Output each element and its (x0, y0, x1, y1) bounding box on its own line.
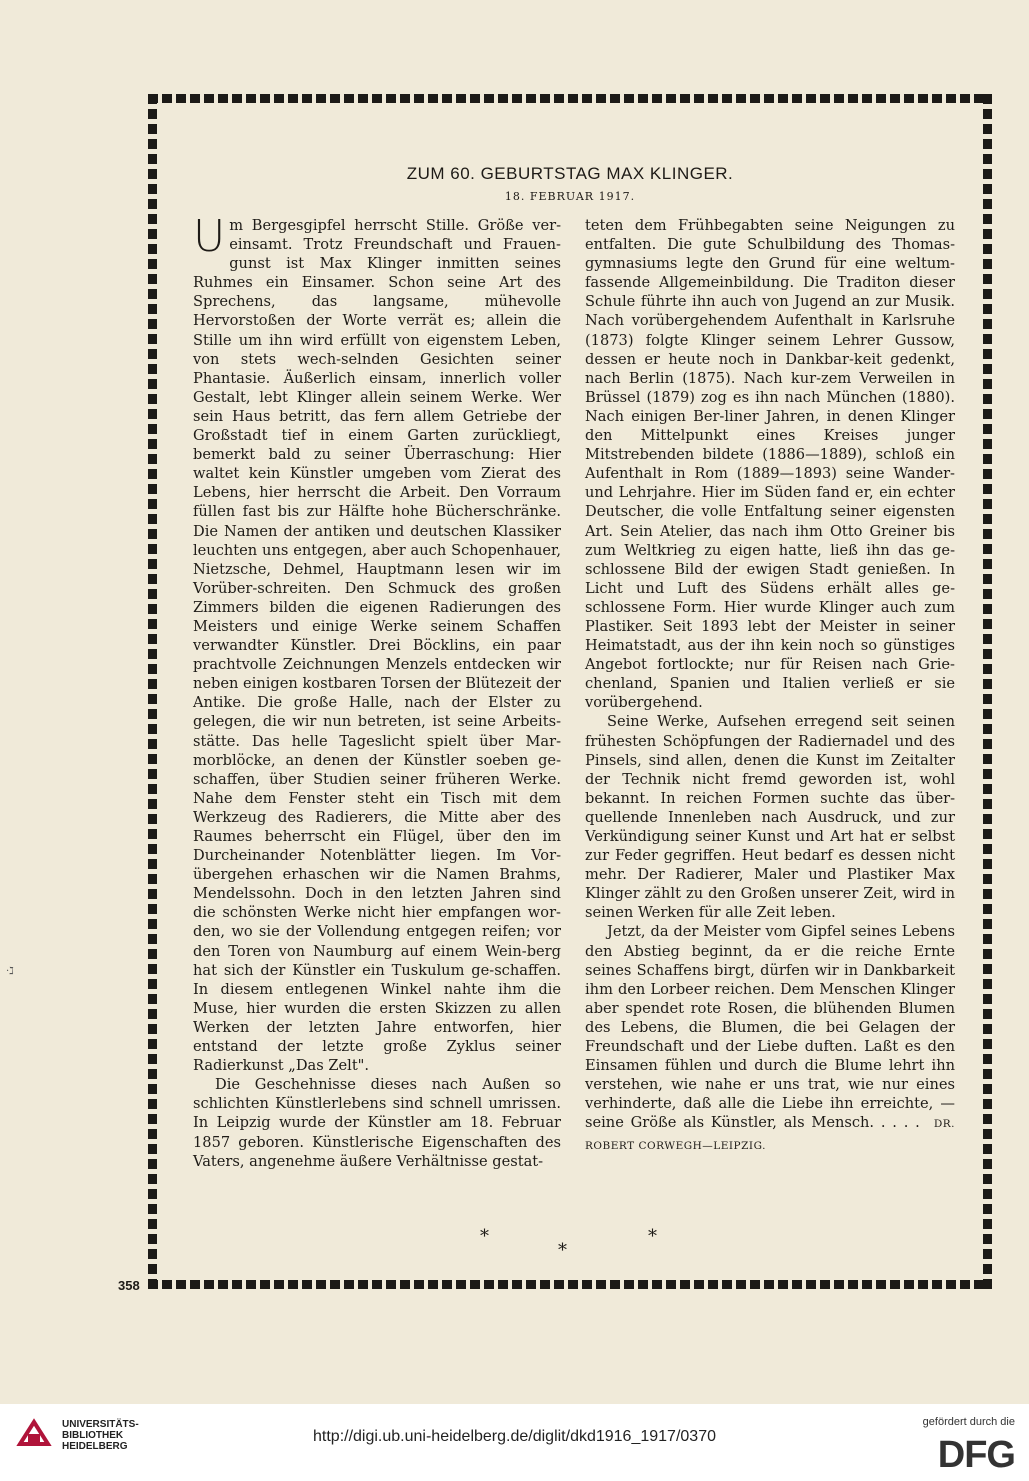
paragraph: Jetzt, da der Meister vom Gipfel seines Lebens den Abstieg beginnt, da er die reiche Ernte seines Schaffens birgt, dürfen wir in Dankbarkeit ihm den Lorbeer reichen. Dem Menschen Klinger aber spendet rote Rosen, die blühenden Blumen des Lebens, die Blumen, die bei Gelagen der Freundschaft und der Liebe duften. Laßt es den Einsamen fühlen und durch die Blume lehrt ihn verstehen, wie nahe er uns trat, wie nur eines verhinderte, daß alle die Liebe ihn erreichte, — seine Größe als Künstler, als Mensch. . . . . DR. ROBERT CORWEGH—LEIPZIG. (585, 923, 955, 1152)
article-date: 18. FEBRUAR 1917. (504, 190, 636, 203)
author-signature: DR. ROBERT CORWEGH—LEIPZIG. (585, 1118, 955, 1152)
border-right (983, 94, 992, 1289)
paragraph: Um Bergesgipfel herrscht Stille. Größe ver-einsamt. Trotz Freundschaft und Frauen-gunst ist Max Klinger inmitten seines Ruhmes ein Einsamer. Schon seine Art des Sprechens, das langsame, mühevolle Hervorstoßen der Worte verrät es; allein die Stille um ihn wird erfüllt von eigenstem Leben, von stets wech-selnden Gesichten seiner Phantasie. Äußerlich einsam, innerlich voller Gestalt, lebt Klinger allein seinem Werke. Wer sein Haus betritt, das fern allem Getriebe der Großstadt tief in einem Garten zurückliegt, bemerkt bald zu seiner Überraschung: Hier waltet kein Künstler umgeben vom Zierat des Lebens, hier herrscht die Arbeit. Den Vorraum füllen fast bis zur Hälfte hohe Bücherschränke. Die Namen der antiken und deutschen Klassiker leuchten uns entgegen, aber auch Schopenhauer, Nietzsche, Dehmel, Hauptmann lesen wir im Vorüber-schreiten. Den Schmuck des großen Zimmers bilden die eigenen Radierungen des Meisters und einige Werke seinem Schaffen verwandter Künstler. Drei Böcklins, ein paar prachtvolle Zeichnungen Menzels entdecken wir neben einigen kostbaren Torsen der Blütezeit der Antike. Die große Halle, nach der Elster zu gelegen, die wir nun betreten, ist seine Arbeits-stätte. Das helle Tageslicht spielt über Mar-morblöcke, an denen der Künstler soeben ge-schaffen, über Studien seiner früheren Werke. Nahe dem Fenster steht ein Tisch mit dem Werkzeug des Radierers, die Mitte aber des Raumes beherrscht ein Flügel, über den im Durcheinander Notenblätter liegen. Im Vor-übergehen erhaschen wir die Namen Brahms, Mendelssohn. Doch in den letzten Jahren sind die schönsten Werke nicht hier empfangen wor-den, wo sie der Vollendung entgegen reifen; vor den Toren von Naumburg auf einem Wein-berg hat sich der Künstler ein Tuskulum ge-schaffen. In diesem entlegenen Winkel nahte ihm die Muse, hier wurden die ersten Skizzen zu allen Werken der letzten Jahre entworfen, hier entstand der letzte große Zyklus seiner Radierkunst „Das Zelt". (193, 211, 561, 1075)
dfg-logo-icon[interactable]: DFG (937, 1434, 1015, 1476)
paragraph: teten dem Frühbegabten seine Neigungen zu entfalten. Die gute Schulbildung des Thomas-gymnasiums legte den Grund für eine weltum-fassende Allgemeinbildung. Die Traditon dieser Schule führte ihn auch von Jugend an zur Musik. Nach vorübergehendem Aufenthalt in Karlsruhe (1873) folgte Klinger seinem Lehrer Gussow, dessen er heute noch in Dankbar-keit gedenkt, nach Berlin (1875). Nach kur-zem Verweilen in Brüssel (1879) zog es ihn nach München (1880). Nach einigen Ber-liner Jahren, in denen Klinger den Mittelpunkt eines Kreises junger Mitstrebenden bildete (1886—1889), schloß ein Aufenthalt in Rom (1889—1893) seine Wander- und Lehrjahre. Hier im Süden fand er, ein echter Deutscher, die volle Entfaltung seiner eigensten Art. Sein Atelier, das nach ihm Otto Greiner bis zum Weltkrieg zu eigen hatte, ließ ihn das ge-schlossene Bild der ewigen Stadt genießen. In Licht und Luft des Südens erhält alles ge-schlossene Form. Hier wurde Klinger auch zum Plastiker. Seit 1893 lebt der Meister in seiner Heimatstadt, aus der ihn kein noch so günstiges Angebot fortlockte; nur für Reisen nach Grie-chenland, Spanien und Italien verließ er sie vorübergehend. (585, 217, 955, 712)
article-title: ZUM 60. GEBURTSTAG MAX KLINGER. (406, 164, 734, 183)
border-left (148, 94, 157, 1289)
page-number: 358 (118, 1278, 140, 1293)
left-column (193, 211, 561, 1171)
star-ornament: * (480, 1226, 489, 1247)
star-ornament: * (648, 1226, 657, 1247)
paragraph: Die Geschehnisse dieses nach Außen so schlichten Künstlerlebens sind schnell umrissen. In Leipzig wurde der Künstler am 18. Februar 1857 geboren. Künstlerische Eigenschaften des Vaters, angenehme äußere Verhältnisse gestat- (193, 1076, 561, 1170)
border-bottom (148, 1280, 992, 1289)
permalink-url[interactable]: http://digi.ub.uni-heidelberg.de/diglit/dkd1916_1917/0370 (313, 1428, 716, 1445)
funded-by-label: gefördert durch die (922, 1416, 1015, 1428)
library-name[interactable]: UNIVERSITÄTS- BIBLIOTHEK HEIDELBERG (62, 1419, 139, 1452)
section-stars (148, 1226, 992, 1266)
drop-cap: U (193, 211, 226, 262)
paragraph: Seine Werke, Aufsehen erregend seit seinen frühesten Schöpfungen der Radiernadel und des Pinsels, sind allen, denen die Kunst im Zeitalter der Technik nicht fremd geworden ist, wohl bekannt. In reichen Formen suchte das über-quellende Innenleben nach Ausdruck, und zur Verkündigung seiner Kunst und Art hat er selbst zur Feder gegriffen. Heut bedarf es dessen nicht mehr. Der Radierer, Maler und Plastiker Max Klinger zählt zu den Großen unserer Zeit, wird in seinen Werken für alle Zeit leben. (585, 713, 955, 922)
border-top (148, 94, 992, 103)
margin-mark: ·ℷ (6, 966, 14, 977)
star-ornament: * (558, 1240, 567, 1261)
right-column (585, 216, 955, 1156)
